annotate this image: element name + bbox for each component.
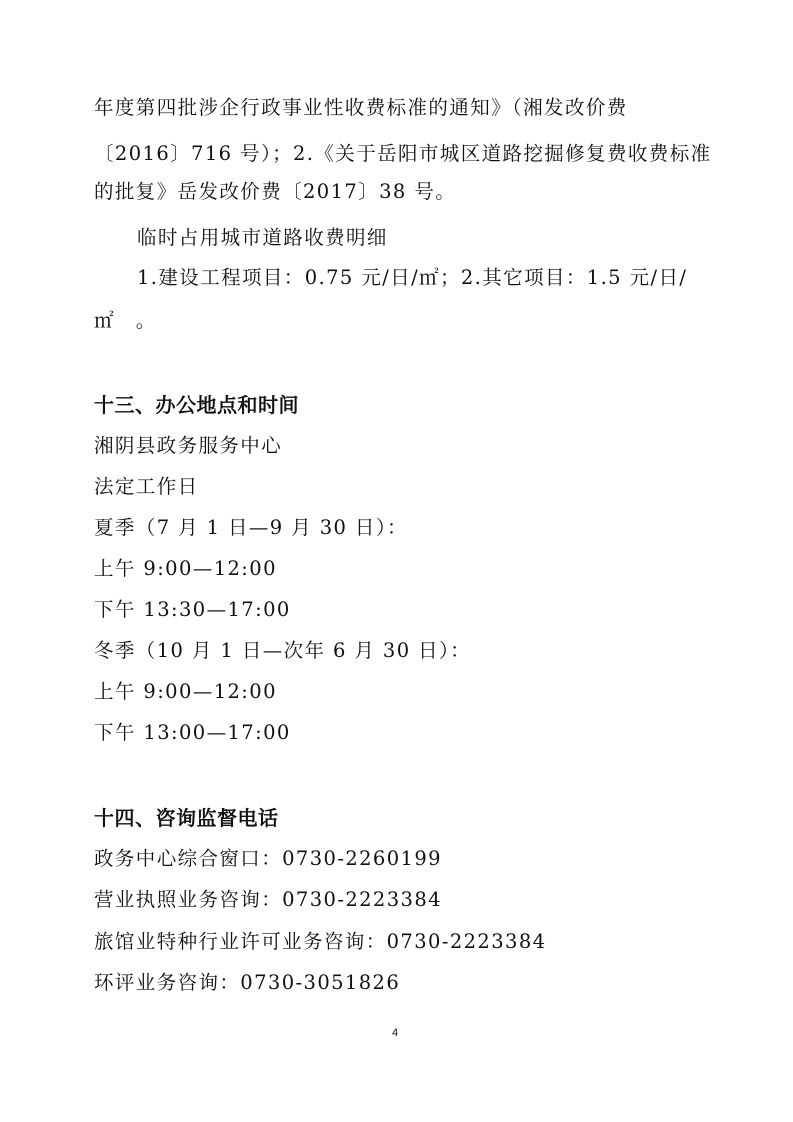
section-14-heading: 十四、咨询监督电话 — [94, 806, 279, 830]
phone-item: 旅馆业特种行业许可业务咨询：0730-2223384 — [94, 930, 547, 953]
phone-item: 营业执照业务咨询：0730-2223384 — [94, 888, 442, 911]
continuation-line-1: 年度第四批涉企行政事业性收费标准的通知》（湘发改价费 — [94, 96, 628, 119]
summer-afternoon-hours: 下午 13:30—17:00 — [94, 598, 291, 621]
phone-item: 环评业务咨询：0730-3051826 — [94, 971, 401, 994]
summer-period: 夏季（7 月 1 日—9 月 30 日）： — [94, 516, 408, 539]
phone-item: 政务中心综合窗口：0730-2260199 — [94, 847, 442, 870]
fee-detail-line-2: ㎡ 。 — [94, 309, 157, 332]
workday-label: 法定工作日 — [94, 475, 199, 498]
fee-detail-title: 临时占用城市道路收费明细 — [137, 226, 388, 249]
winter-period: 冬季（10 月 1 日—次年 6 月 30 日）： — [94, 639, 472, 662]
winter-morning-hours: 上午 9:00—12:00 — [94, 680, 277, 703]
summer-morning-hours: 上午 9:00—12:00 — [94, 557, 277, 580]
winter-afternoon-hours: 下午 13:00—17:00 — [94, 721, 291, 744]
section-13-heading: 十三、办公地点和时间 — [94, 393, 299, 417]
continuation-line-2: 〔2016〕716 号）；2.《关于岳阳市城区道路挖掘修复费收费标准 — [94, 142, 712, 165]
continuation-line-3: 的批复》岳发改价费〔2017〕38 号。 — [94, 180, 457, 203]
page-number: 4 — [392, 1027, 399, 1039]
office-location: 湘阴县政务服务中心 — [94, 434, 283, 457]
fee-detail-line-1: 1.建设工程项目：0.75 元/日/㎡；2.其它项目：1.5 元/日/ — [137, 266, 688, 289]
